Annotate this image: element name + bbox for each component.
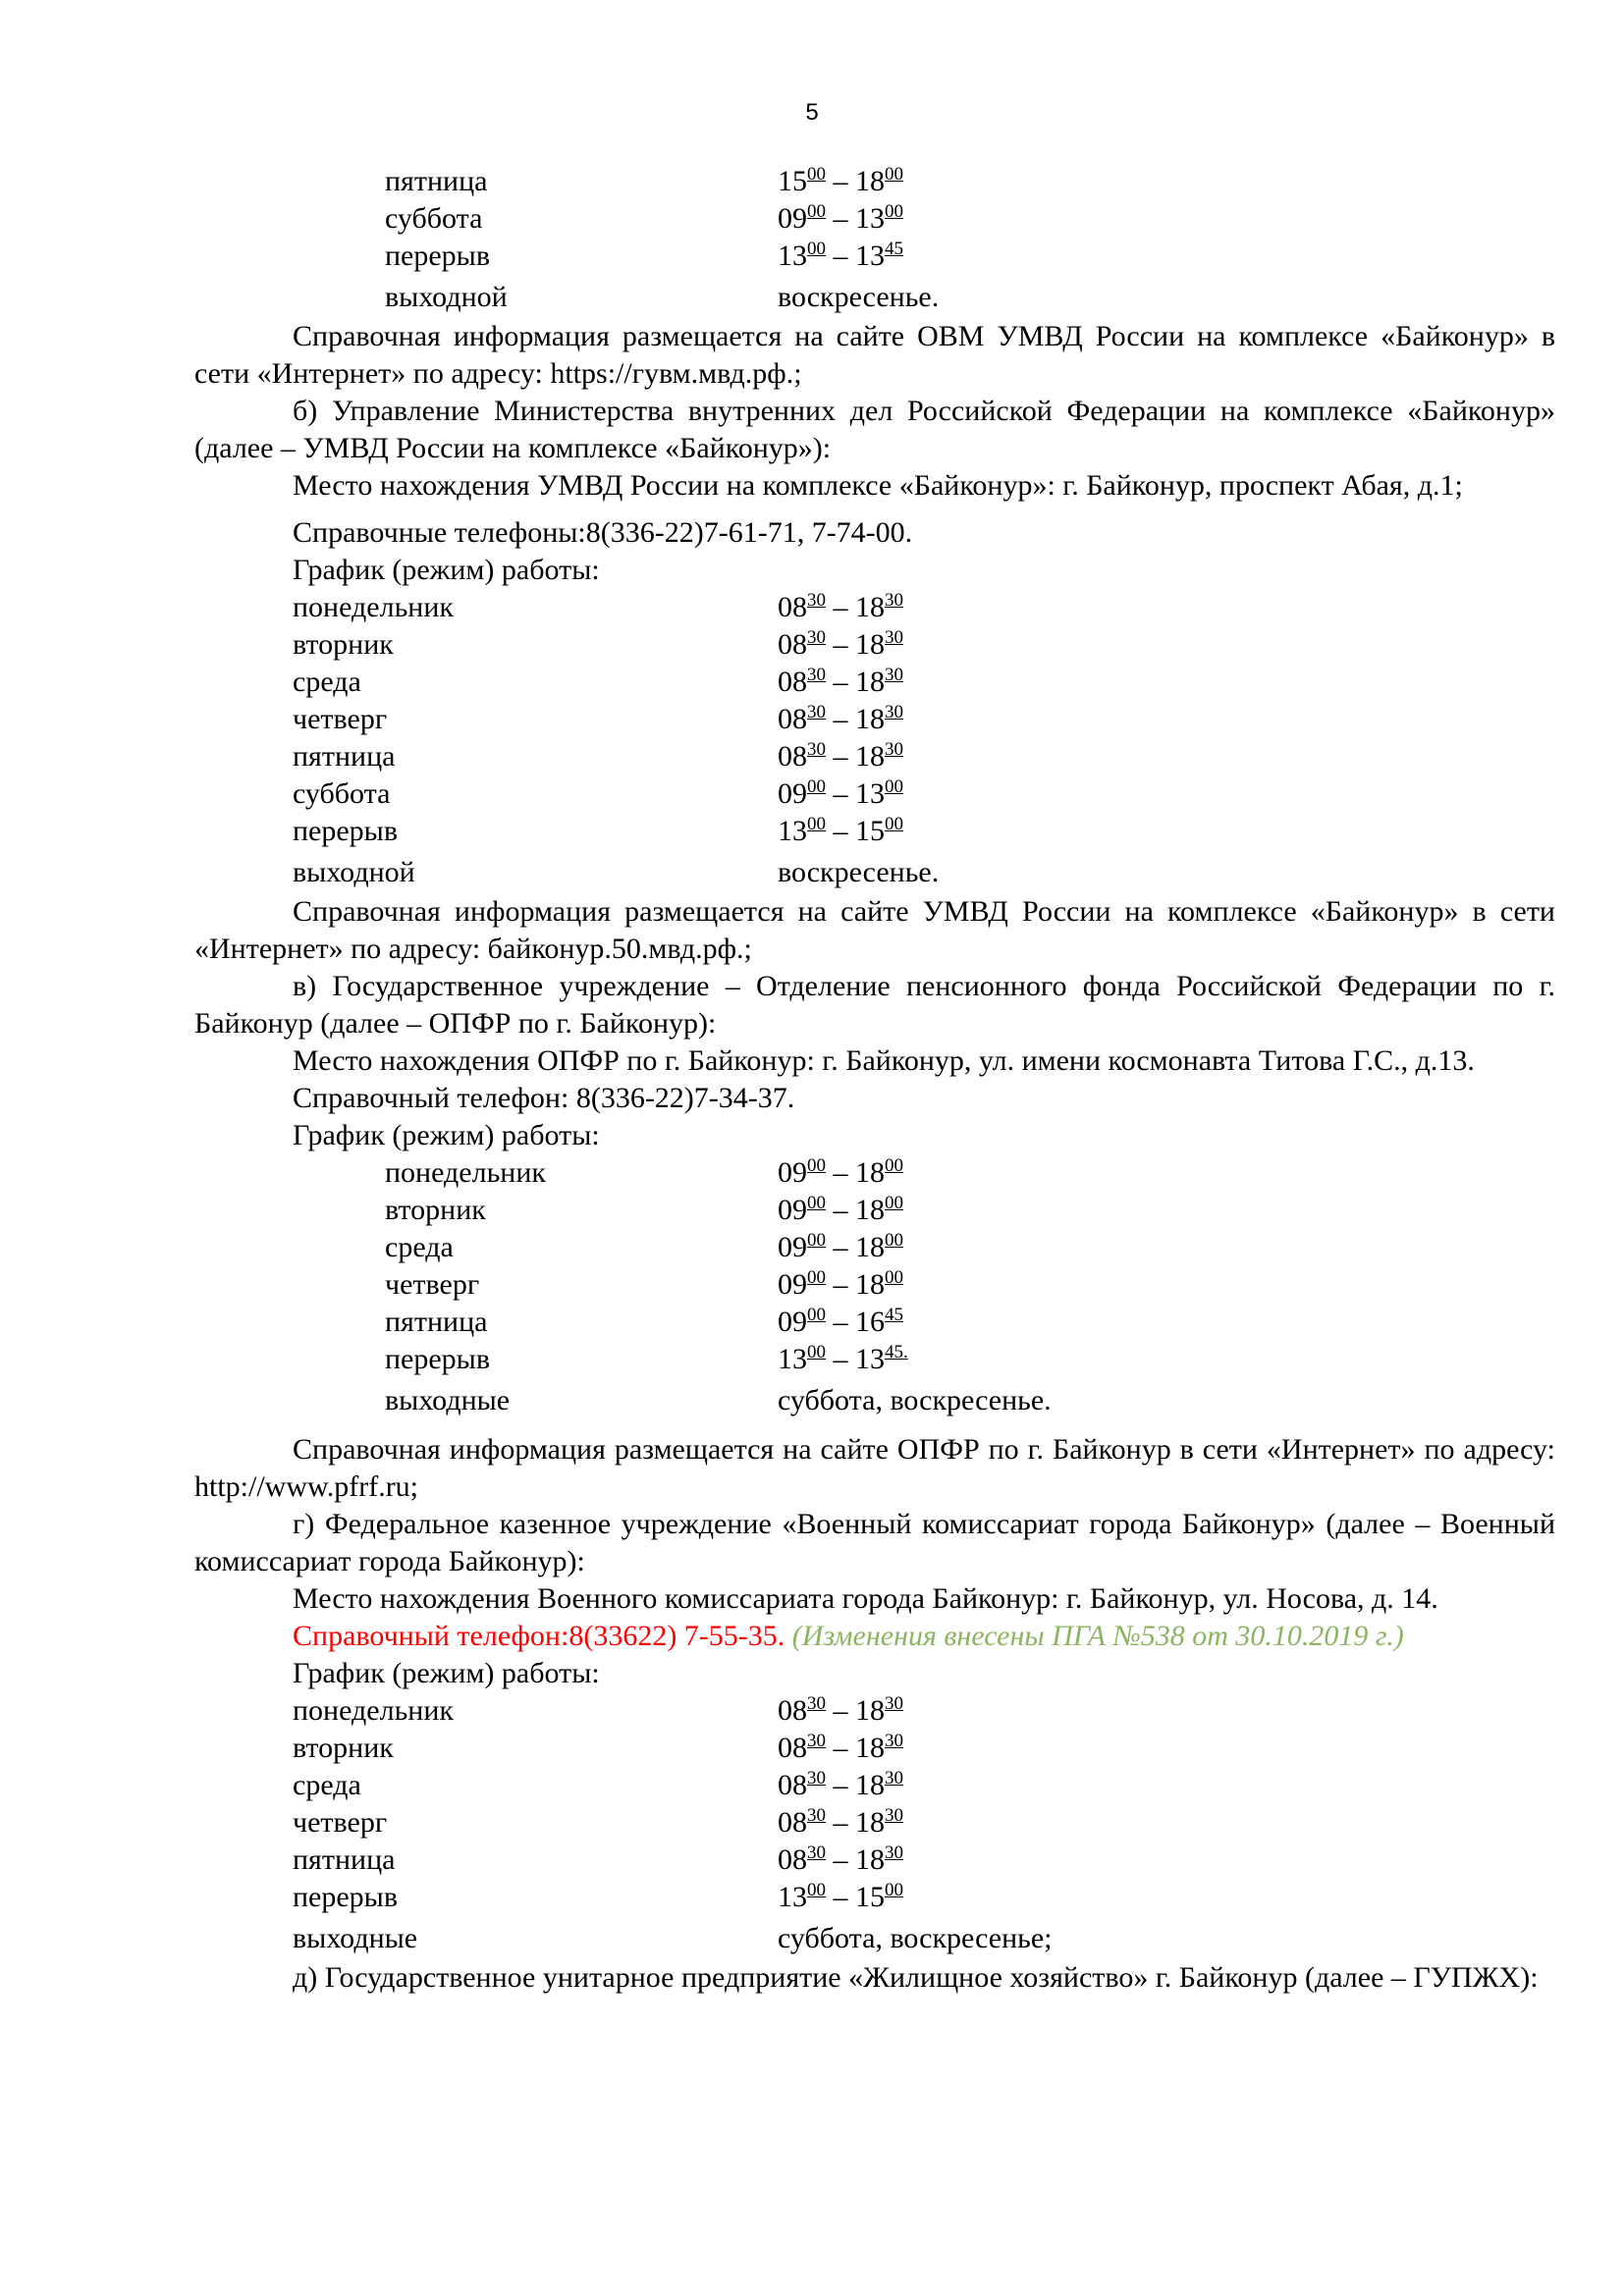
section-g-intro: г) Федеральное казенное учреждение «Военный комиссариат города Байконур» (далее – Военный комиссариат города Байконур): (194, 1508, 1555, 1577)
schedule-row (194, 775, 1555, 813)
schedule-time: $08^{30} - 18^{30}$ (778, 590, 903, 623)
schedule-time: $08^{30} - 18^{30}$ (778, 1842, 903, 1876)
schedule-time: $09^{00} - 16^{45}$ (778, 1305, 903, 1338)
schedule-day: среда (293, 1769, 361, 1801)
schedule-row (194, 1154, 1555, 1192)
schedule-time: $09^{00} - 18^{00}$ (778, 1230, 903, 1263)
section-b-info: Справочная информация размещается на сайте УМВД России на комплексе «Байконур» в сети «Интернет» по адресу: байконур.50.мвд.рф.; (194, 895, 1555, 965)
schedule-block-1 (194, 163, 1555, 318)
section-v-phone: Справочный телефон: 8(336-22)7-34-37. (293, 1082, 795, 1114)
section-b-location: Место нахождения УМВД России на комплексе «Байконур»: г. Байконур, проспект Абая, д.1; (293, 469, 1463, 502)
dayoff-label: выходные (385, 1384, 511, 1416)
schedule-row (194, 238, 1555, 275)
schedule-day: пятница (385, 165, 488, 197)
schedule-time: $09^{00} - 18^{00}$ (778, 1155, 903, 1189)
schedule-time: $08^{30} - 18^{30}$ (778, 739, 903, 773)
schedule-row (194, 1804, 1555, 1842)
schedule-row (194, 701, 1555, 738)
schedule-time: $13^{00} - 13^{45}$ (778, 239, 903, 272)
dayoff-label: выходной (385, 281, 508, 313)
document-body (194, 163, 1555, 1997)
schedule-day: перерыв (385, 240, 491, 272)
schedule-row (194, 1879, 1555, 1916)
schedule-time: $08^{30} - 18^{30}$ (778, 702, 903, 735)
dayoff-value: суббота, воскресенье. (778, 1384, 1052, 1416)
schedule-day: вторник (293, 628, 394, 661)
section-g-location: Место нахождения Военного комиссариата города Байконур: г. Байконур, ул. Носова, д. 14. (293, 1582, 1438, 1615)
schedule-row (194, 1266, 1555, 1304)
schedule-time: $09^{00} - 13^{00}$ (778, 776, 903, 810)
schedule-row (194, 1730, 1555, 1767)
section-g-phone-line (194, 1618, 1555, 1655)
schedule-day: вторник (293, 1732, 394, 1764)
section-d-intro: д) Государственное унитарное предприятие «Жилищное хозяйство» г. Байконур (далее – ГУПЖХ): (293, 1961, 1539, 1994)
schedule-day: четверг (293, 1806, 388, 1839)
section-b-intro: б) Управление Министерства внутренних дел Российской Федерации на комплексе «Байконур» (далее – УМВД России на комплексе «Байконур»): (194, 395, 1555, 464)
schedule-time: $08^{30} - 18^{30}$ (778, 1693, 903, 1727)
section-b-schedule (194, 589, 1555, 893)
schedule-day: пятница (293, 1843, 396, 1876)
section-g-schedule (194, 1692, 1555, 1959)
section-v-info: Справочная информация размещается на сайте ОПФР по г. Байконур в сети «Интернет» по адресу: http://www.pfrf.ru; (194, 1433, 1555, 1503)
dayoff-value: воскресенье. (778, 281, 940, 313)
section-v-intro: в) Государственное учреждение – Отделение пенсионного фонда Российской Федерации по г. Байконур (далее – ОПФР по г. Байконур): (194, 970, 1555, 1040)
schedule-day: среда (293, 666, 361, 698)
schedule-time: $13^{00} - 13^{45.}$ (778, 1342, 908, 1375)
dayoff-value: суббота, воскресенье; (778, 1922, 1053, 1954)
schedule-time: $08^{30} - 18^{30}$ (778, 1768, 903, 1801)
schedule-row (194, 1229, 1555, 1266)
schedule-day: перерыв (385, 1343, 491, 1375)
schedule-time: $08^{30} - 18^{30}$ (778, 627, 903, 661)
amendment-note: (Изменения внесены ПГА №538 от 30.10.2019 г.) (791, 1620, 1404, 1652)
schedule-time: $15^{00} - 18^{00}$ (778, 164, 903, 197)
dayoff-label: выходные (293, 1922, 418, 1954)
schedule-day: четверг (385, 1268, 480, 1301)
schedule-dayoff-row (194, 854, 1555, 893)
schedule-time: $13^{00} - 15^{00}$ (778, 814, 903, 847)
dayoff-label: выходной (293, 856, 415, 888)
schedule-row (194, 1767, 1555, 1804)
section-b-schedule-title: График (режим) работы: (293, 554, 600, 586)
schedule-row (194, 1304, 1555, 1341)
schedule-day: перерыв (293, 1881, 399, 1913)
section-v-location: Место нахождения ОПФР по г. Байконур: г. Байконур, ул. имени космонавта Титова Г.С., д.13. (293, 1044, 1475, 1077)
schedule-row (194, 626, 1555, 664)
schedule-day: пятница (385, 1306, 488, 1338)
section-v-schedule-title: График (режим) работы: (293, 1119, 600, 1151)
schedule-row (194, 1842, 1555, 1879)
section-b-phones: Справочные телефоны:8(336-22)7-61-71, 7-74-00. (293, 516, 913, 549)
schedule-day: суббота (293, 777, 391, 810)
schedule-time: $09^{00} - 18^{00}$ (778, 1193, 903, 1226)
schedule-row (194, 1341, 1555, 1378)
schedule-row (194, 664, 1555, 701)
page-number: 5 (805, 99, 819, 126)
schedule-row (194, 813, 1555, 850)
schedule-day: четверг (293, 703, 388, 735)
schedule-row (194, 738, 1555, 775)
section-g-schedule-title: График (режим) работы: (293, 1657, 600, 1689)
schedule-time: $08^{30} - 18^{30}$ (778, 665, 903, 698)
schedule-time: $08^{30} - 18^{30}$ (778, 1805, 903, 1839)
schedule-day: понедельник (293, 591, 454, 623)
schedule-dayoff-row (194, 1920, 1555, 1959)
dayoff-value: воскресенье. (778, 856, 940, 888)
info-paragraph: Справочная информация размещается на сайте ОВМ УМВД России на комплексе «Байконур» в сети «Интернет» по адресу: https://гувм.мвд.рф.; (194, 320, 1555, 390)
schedule-row (194, 1692, 1555, 1730)
section-v-schedule (194, 1154, 1555, 1421)
schedule-row (194, 1192, 1555, 1229)
schedule-time: $13^{00} - 15^{00}$ (778, 1880, 903, 1913)
schedule-time: $09^{00} - 18^{00}$ (778, 1267, 903, 1301)
schedule-row (194, 589, 1555, 626)
schedule-day: суббота (385, 202, 483, 235)
schedule-row (194, 163, 1555, 200)
schedule-day: понедельник (385, 1156, 546, 1189)
schedule-time: $08^{30} - 18^{30}$ (778, 1731, 903, 1764)
schedule-dayoff-row (194, 279, 1555, 318)
schedule-day: понедельник (293, 1694, 454, 1727)
schedule-day: среда (385, 1231, 454, 1263)
schedule-dayoff-row (194, 1382, 1555, 1421)
schedule-day: перерыв (293, 815, 399, 847)
schedule-row (194, 200, 1555, 238)
section-g-phone: Справочный телефон:8(33622) 7-55-35. (293, 1620, 785, 1652)
schedule-day: пятница (293, 740, 396, 773)
schedule-time: $09^{00} - 13^{00}$ (778, 201, 903, 235)
schedule-day: вторник (385, 1194, 486, 1226)
